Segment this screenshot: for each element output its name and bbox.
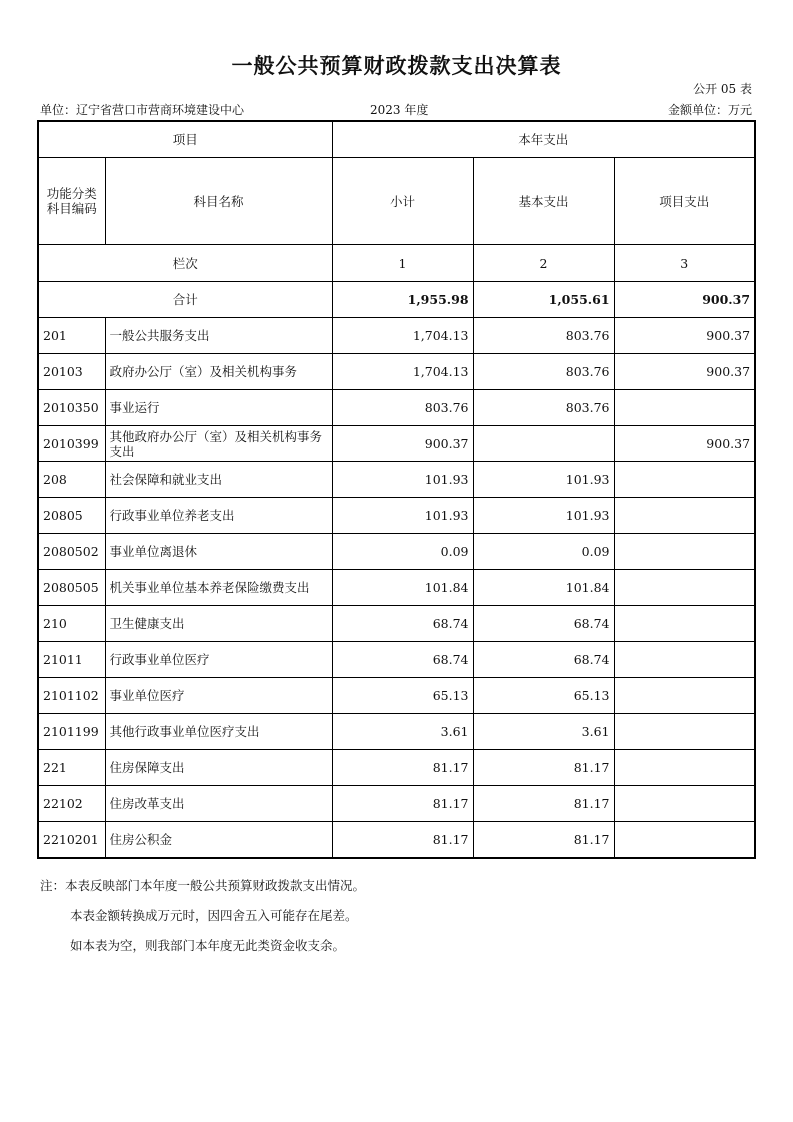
row-project xyxy=(614,822,755,859)
column-number-1: 1 xyxy=(332,245,473,282)
row-code: 221 xyxy=(38,750,105,786)
row-subtotal: 68.74 xyxy=(332,642,473,678)
column-number-row xyxy=(38,245,755,282)
table-row xyxy=(38,822,755,859)
row-project xyxy=(614,606,755,642)
table-row xyxy=(38,642,755,678)
row-project xyxy=(614,570,755,606)
header-row xyxy=(38,158,755,245)
row-name xyxy=(105,570,332,606)
row-project xyxy=(614,750,755,786)
row-code: 2101199 xyxy=(38,714,105,750)
header-item: 项目 xyxy=(38,121,332,158)
row-basic: 81.17 xyxy=(473,750,614,786)
row-code: 201 xyxy=(38,318,105,354)
row-code: 21011 xyxy=(38,642,105,678)
row-name-text: 其他行政事业单位医疗支出 xyxy=(109,724,260,739)
row-name xyxy=(105,606,332,642)
total-subtotal: 1,955.98 xyxy=(332,282,473,318)
row-code: 2101102 xyxy=(38,678,105,714)
row-basic: 3.61 xyxy=(473,714,614,750)
page-title: 一般公共预算财政拨款支出决算表 xyxy=(231,54,562,78)
table-row xyxy=(38,570,755,606)
row-code: 2010350 xyxy=(38,390,105,426)
row-name-text: 住房公积金 xyxy=(109,832,173,847)
row-name xyxy=(105,534,332,570)
row-basic: 81.17 xyxy=(473,786,614,822)
column-number-3: 3 xyxy=(614,245,755,282)
row-name-text: 其他政府办公厅（室）及相关机构事务支出 xyxy=(109,428,323,459)
row-name xyxy=(105,642,332,678)
table-row xyxy=(38,426,755,462)
row-name-text: 事业运行 xyxy=(109,400,160,415)
row-name xyxy=(105,426,332,462)
row-name-text: 住房保障支出 xyxy=(109,760,185,775)
row-name-text: 卫生健康支出 xyxy=(109,616,185,631)
total-basic: 1,055.61 xyxy=(473,282,614,318)
row-project xyxy=(614,714,755,750)
row-name-text: 行政事业单位医疗 xyxy=(109,652,210,667)
fiscal-year: 2023 年度 xyxy=(370,103,429,117)
header-row xyxy=(38,121,755,158)
row-subtotal: 803.76 xyxy=(332,390,473,426)
row-subtotal: 65.13 xyxy=(332,678,473,714)
table-row xyxy=(38,390,755,426)
note-3: 如本表为空，则我部门本年度无此类资金收支余。 xyxy=(70,938,346,953)
table-row xyxy=(38,714,755,750)
table-row xyxy=(38,318,755,354)
table-row xyxy=(38,498,755,534)
row-name-text: 社会保障和就业支出 xyxy=(109,472,223,487)
table-row xyxy=(38,786,755,822)
row-name-text: 事业单位医疗 xyxy=(109,688,185,703)
table-row xyxy=(38,462,755,498)
table-row xyxy=(38,678,755,714)
note-1: 注：本表反映部门本年度一般公共预算财政拨款支出情况。 xyxy=(40,878,366,893)
row-basic: 81.17 xyxy=(473,822,614,859)
row-code: 22102 xyxy=(38,786,105,822)
row-basic: 68.74 xyxy=(473,642,614,678)
row-subtotal: 101.84 xyxy=(332,570,473,606)
row-code: 2080505 xyxy=(38,570,105,606)
row-basic: 0.09 xyxy=(473,534,614,570)
row-subtotal: 81.17 xyxy=(332,750,473,786)
row-subtotal: 900.37 xyxy=(332,426,473,462)
money-unit: 金额单位：万元 xyxy=(667,103,752,117)
row-code: 20103 xyxy=(38,354,105,390)
row-subtotal: 1,704.13 xyxy=(332,354,473,390)
header-project: 项目支出 xyxy=(614,158,755,245)
row-name xyxy=(105,318,332,354)
row-project xyxy=(614,642,755,678)
row-name xyxy=(105,462,332,498)
table-row xyxy=(38,534,755,570)
form-number: 公开 05 表 xyxy=(693,82,752,96)
header-subtotal: 小计 xyxy=(332,158,473,245)
total-project: 900.37 xyxy=(614,282,755,318)
column-number-2: 2 xyxy=(473,245,614,282)
row-basic: 101.84 xyxy=(473,570,614,606)
row-project xyxy=(614,786,755,822)
table-row xyxy=(38,606,755,642)
header-current-year-expenditure: 本年支出 xyxy=(332,121,755,158)
column-label: 栏次 xyxy=(38,245,332,282)
row-basic: 101.93 xyxy=(473,462,614,498)
row-name xyxy=(105,354,332,390)
header-basic: 基本支出 xyxy=(473,158,614,245)
row-subtotal: 81.17 xyxy=(332,786,473,822)
table-row xyxy=(38,750,755,786)
row-name xyxy=(105,498,332,534)
row-name-text: 一般公共服务支出 xyxy=(109,328,210,343)
row-code: 210 xyxy=(38,606,105,642)
row-subtotal: 1,704.13 xyxy=(332,318,473,354)
row-name xyxy=(105,678,332,714)
row-project xyxy=(614,534,755,570)
row-basic: 803.76 xyxy=(473,354,614,390)
total-label: 合计 xyxy=(38,282,332,318)
row-basic xyxy=(473,426,614,462)
row-name xyxy=(105,786,332,822)
row-project xyxy=(614,678,755,714)
row-subtotal: 3.61 xyxy=(332,714,473,750)
row-code: 2010399 xyxy=(38,426,105,462)
reporting-unit: 单位：辽宁省营口市营商环境建设中心 xyxy=(40,103,245,117)
row-name xyxy=(105,750,332,786)
row-name-text: 事业单位离退休 xyxy=(109,544,198,559)
row-name-text: 住房改革支出 xyxy=(109,796,185,811)
row-name-text: 机关事业单位基本养老保险缴费支出 xyxy=(109,580,310,595)
row-project: 900.37 xyxy=(614,426,755,462)
row-subtotal: 101.93 xyxy=(332,498,473,534)
note-2: 本表金额转换成万元时，因四舍五入可能存在尾差。 xyxy=(70,908,358,923)
row-subtotal: 101.93 xyxy=(332,462,473,498)
row-code: 2080502 xyxy=(38,534,105,570)
expenditure-table xyxy=(37,120,756,859)
row-name xyxy=(105,714,332,750)
row-basic: 803.76 xyxy=(473,318,614,354)
row-name-text: 行政事业单位养老支出 xyxy=(109,508,235,523)
row-subtotal: 68.74 xyxy=(332,606,473,642)
row-code: 20805 xyxy=(38,498,105,534)
row-project xyxy=(614,462,755,498)
row-project: 900.37 xyxy=(614,318,755,354)
row-name xyxy=(105,390,332,426)
row-project xyxy=(614,390,755,426)
total-row xyxy=(38,282,755,318)
notes xyxy=(40,878,365,968)
row-basic: 65.13 xyxy=(473,678,614,714)
row-basic: 68.74 xyxy=(473,606,614,642)
row-name-text: 政府办公厅（室）及相关机构事务 xyxy=(109,364,298,379)
row-subtotal: 81.17 xyxy=(332,822,473,859)
row-basic: 101.93 xyxy=(473,498,614,534)
row-subtotal: 0.09 xyxy=(332,534,473,570)
row-project: 900.37 xyxy=(614,354,755,390)
header-name: 科目名称 xyxy=(105,158,332,245)
table-row xyxy=(38,354,755,390)
row-code: 2210201 xyxy=(38,822,105,859)
row-project xyxy=(614,498,755,534)
header-code: 功能分类科目编码 xyxy=(38,158,105,245)
row-basic: 803.76 xyxy=(473,390,614,426)
row-name xyxy=(105,822,332,859)
row-code: 208 xyxy=(38,462,105,498)
